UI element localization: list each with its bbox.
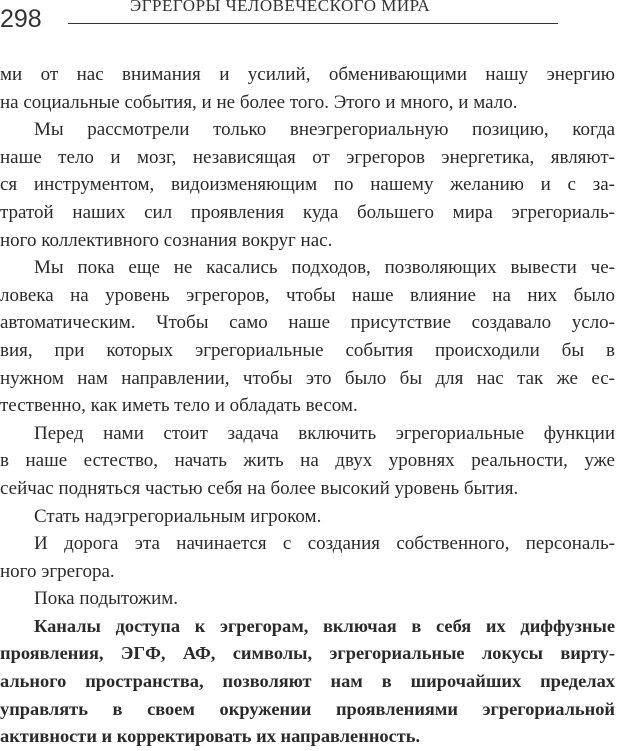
text-line: автоматическим. Чтобы само наше присутствие создавало усло-: [0, 312, 615, 334]
text-line: ального пространства, позволяют нам в широчайших пределах: [0, 671, 615, 692]
paragraph-7: [0, 585, 615, 613]
text-line: проявления, ЭГФ, АФ, символы, эгрегориальные локусы вирту-: [0, 643, 615, 664]
text-line: ми от нас внимания и усилий, обменивающими нашу энергию: [0, 64, 615, 85]
text-line: ного эгрегора.: [0, 560, 115, 582]
paragraph-4: [0, 420, 615, 503]
text-line: тественно, как иметь тело и обладать весом.: [0, 395, 358, 417]
paragraph-5: [0, 503, 615, 531]
text-line: Пока подытожим.: [34, 588, 179, 610]
running-title: ЭГРЕГОРЫ ЧЕЛОВЕЧЕСКОГО МИРА: [130, 0, 431, 15]
paragraph-3: [0, 254, 615, 420]
paragraph-8-summary: [0, 613, 615, 751]
header-rule: [68, 23, 558, 24]
text-line: активности и корректировать их направленность.: [0, 726, 421, 747]
text-line: в наше естество, начать жить на двух уровнях реальности, уже: [0, 450, 615, 472]
text-line: Мы рассмотрели только внеэгрегориальную позицию, когда: [34, 119, 615, 141]
paragraph-6: [0, 530, 615, 585]
text-line: Перед нами стоит задача включить эгрегориальные функции: [34, 422, 615, 444]
paragraph-2: [0, 116, 615, 254]
text-line: ловека на уровень эгрегоров, чтобы наше влияние на них было: [0, 284, 615, 306]
text-line: И дорога эта начинается с создания собственного, персональ-: [34, 533, 615, 555]
page-number: 298: [0, 5, 42, 33]
text-line: Стать надэгрегориальным игроком.: [34, 505, 322, 527]
text-line: ного коллективного сознания вокруг нас.: [0, 229, 333, 251]
text-line: нужном нам направлении, чтобы это было бы для нас так же ес-: [0, 367, 615, 389]
text-line: ся инструментом, видоизменяющим по нашему желанию и с за-: [0, 174, 615, 196]
body-text: [0, 61, 615, 751]
text-line: наше тело и мозг, независящая от эгрегоров энергетика, являют-: [0, 146, 615, 168]
text-line: Мы пока еще не касались подходов, позволяющих вывести че-: [34, 257, 615, 279]
text-line: управлять в своем окружении проявлениями эгрегориальной: [0, 698, 615, 719]
text-line: вия, при которых эгрегориальные события происходили бы в: [0, 339, 615, 361]
text-line: сейчас подняться частью себя на более высокий уровень бытия.: [0, 477, 519, 499]
text-line: Каналы доступа к эгрегорам, включая в себя их диффузные: [34, 615, 615, 636]
text-line: на социальные события, и не более того. Этого и много, и мало.: [0, 91, 518, 113]
text-line: тратой наших сил проявления куда большего мира эгрегориаль-: [0, 201, 615, 223]
page-header: [0, 0, 620, 40]
paragraph-1: [0, 61, 615, 116]
